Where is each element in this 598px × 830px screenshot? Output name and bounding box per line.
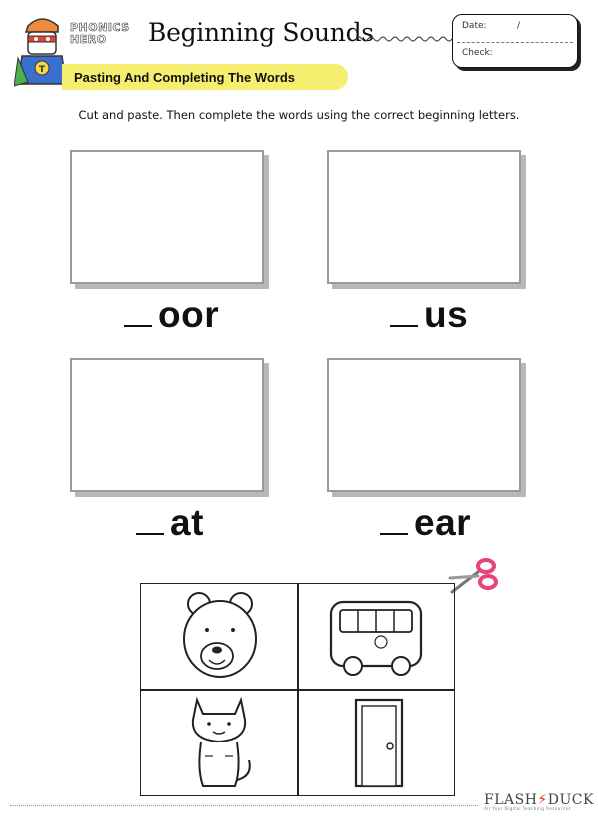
word-ending: ear: [414, 502, 472, 543]
flashduck-logo: [484, 792, 594, 811]
bear-picture-icon[interactable]: [141, 584, 297, 689]
footer-divider: [10, 805, 478, 806]
letter-blank[interactable]: [136, 532, 164, 535]
word-ending: at: [170, 502, 204, 543]
logo-tagline: All Your Digital Teaching Resources: [484, 806, 572, 811]
word-2: [390, 294, 468, 336]
bus-picture-icon[interactable]: [298, 584, 454, 689]
paste-box-3[interactable]: [70, 358, 264, 492]
check-label: Check:: [462, 48, 493, 58]
subtitle-banner: [62, 64, 348, 90]
paste-box-1[interactable]: [70, 150, 264, 284]
subtitle-text: Pasting And Completing The Words: [74, 70, 295, 85]
paste-box-2[interactable]: [327, 150, 521, 284]
letter-blank[interactable]: [390, 324, 418, 327]
word-4: [380, 502, 471, 544]
door-picture-icon[interactable]: [298, 690, 454, 795]
worksheet-title: Beginning Sounds: [148, 18, 374, 47]
date-separator: /: [517, 21, 521, 31]
word-ending: oor: [158, 294, 220, 335]
date-label: Date:: [462, 21, 487, 31]
instruction-text: Cut and paste. Then complete the words using the correct beginning letters.: [78, 108, 520, 122]
brand-logo: [70, 22, 144, 46]
lightning-icon: ⚡: [537, 792, 548, 808]
letter-blank[interactable]: [124, 324, 152, 327]
brand-line-1: PHONICS: [70, 21, 130, 34]
svg-text:T: T: [38, 65, 46, 75]
word-1: [124, 294, 219, 336]
letter-blank[interactable]: [380, 532, 408, 535]
date-check-box: [452, 14, 578, 68]
cat-picture-icon[interactable]: [141, 690, 297, 795]
brand-line-2: HERO: [70, 33, 107, 46]
logo-left-text: FLASH: [484, 792, 538, 808]
wave-divider-icon: [356, 34, 456, 44]
word-3: [136, 502, 204, 544]
date-divider: [457, 42, 573, 43]
cutout-grid: [140, 583, 455, 796]
logo-right-text: DUCK: [547, 792, 594, 808]
paste-box-4[interactable]: [327, 358, 521, 492]
scissors-icon: [448, 556, 500, 596]
word-ending: us: [424, 294, 469, 335]
